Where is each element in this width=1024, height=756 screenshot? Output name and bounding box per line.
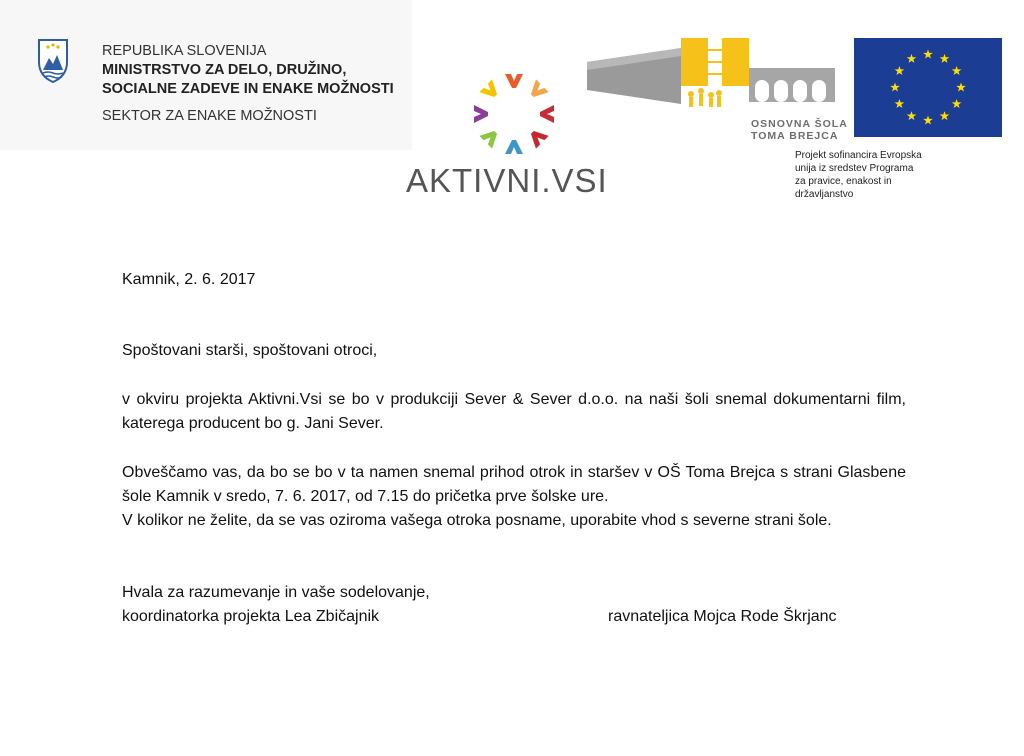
aktivni-vsi-ring-icon (466, 66, 562, 162)
letter-greeting: Spoštovani starši, spoštovani otroci, (122, 342, 378, 359)
school-name (751, 118, 848, 142)
aktivni-vsi-title: AKTIVNI.VSI (406, 162, 608, 199)
republic-name: REPUBLIKA SLOVENIJA (102, 43, 267, 59)
ministry-name-line2: SOCIALNE ZADEVE IN ENAKE MOŽNOSTI (102, 81, 394, 97)
letter-body (122, 268, 906, 629)
school-name-line2: TOMA BREJCA (751, 130, 839, 142)
letter-closing: Hvala za razumevanje in vaše sodelovanje, (122, 584, 430, 601)
eu-funding-note: Projekt sofinancira Evropska unija iz sredstev Programa za pravice, enakost in državljanstvo (795, 150, 922, 200)
coat-of-arms-icon (36, 38, 70, 84)
signature-coordinator: koordinatorka projekta Lea Zbičajnik (122, 608, 380, 625)
eu-stars-icon (854, 38, 1002, 137)
letter-date: Kamnik, 2. 6. 2017 (122, 271, 256, 288)
sector-name: SEKTOR ZA ENAKE MOŽNOSTI (102, 108, 317, 124)
letter-paragraph-entrance: V kolikor ne želite, da se vas oziroma vašega otroka posname, uporabite vhod s severne strani šole. (122, 512, 832, 529)
eu-flag-icon (854, 38, 1002, 137)
signature-principal: ravnateljica Mojca Rode Škrjanc (608, 608, 837, 625)
ministry-name-line1: MINISTRSTVO ZA DELO, DRUŽINO, (102, 62, 347, 78)
school-logo (585, 38, 848, 142)
signature-row (122, 605, 906, 629)
letter-paragraph-project: v okviru projekta Aktivni.Vsi se bo v produkciji Sever & Sever d.o.o. na naši šoli snemal dokumentarni film, katerega producent bo g. Jani Sever. (122, 391, 906, 432)
school-name-line1: OSNOVNA ŠOLA (751, 118, 848, 130)
school-building-icon (585, 38, 840, 118)
letter-paragraph-notice: Obveščamo vas, da bo se bo v ta namen snemal prihod otrok in staršev v OŠ Toma Brejca s strani Glasbene šole Kamnik v sredo, 7. 6. 2017, od 7.15 do pričetka prve šolske ure. (122, 464, 906, 505)
